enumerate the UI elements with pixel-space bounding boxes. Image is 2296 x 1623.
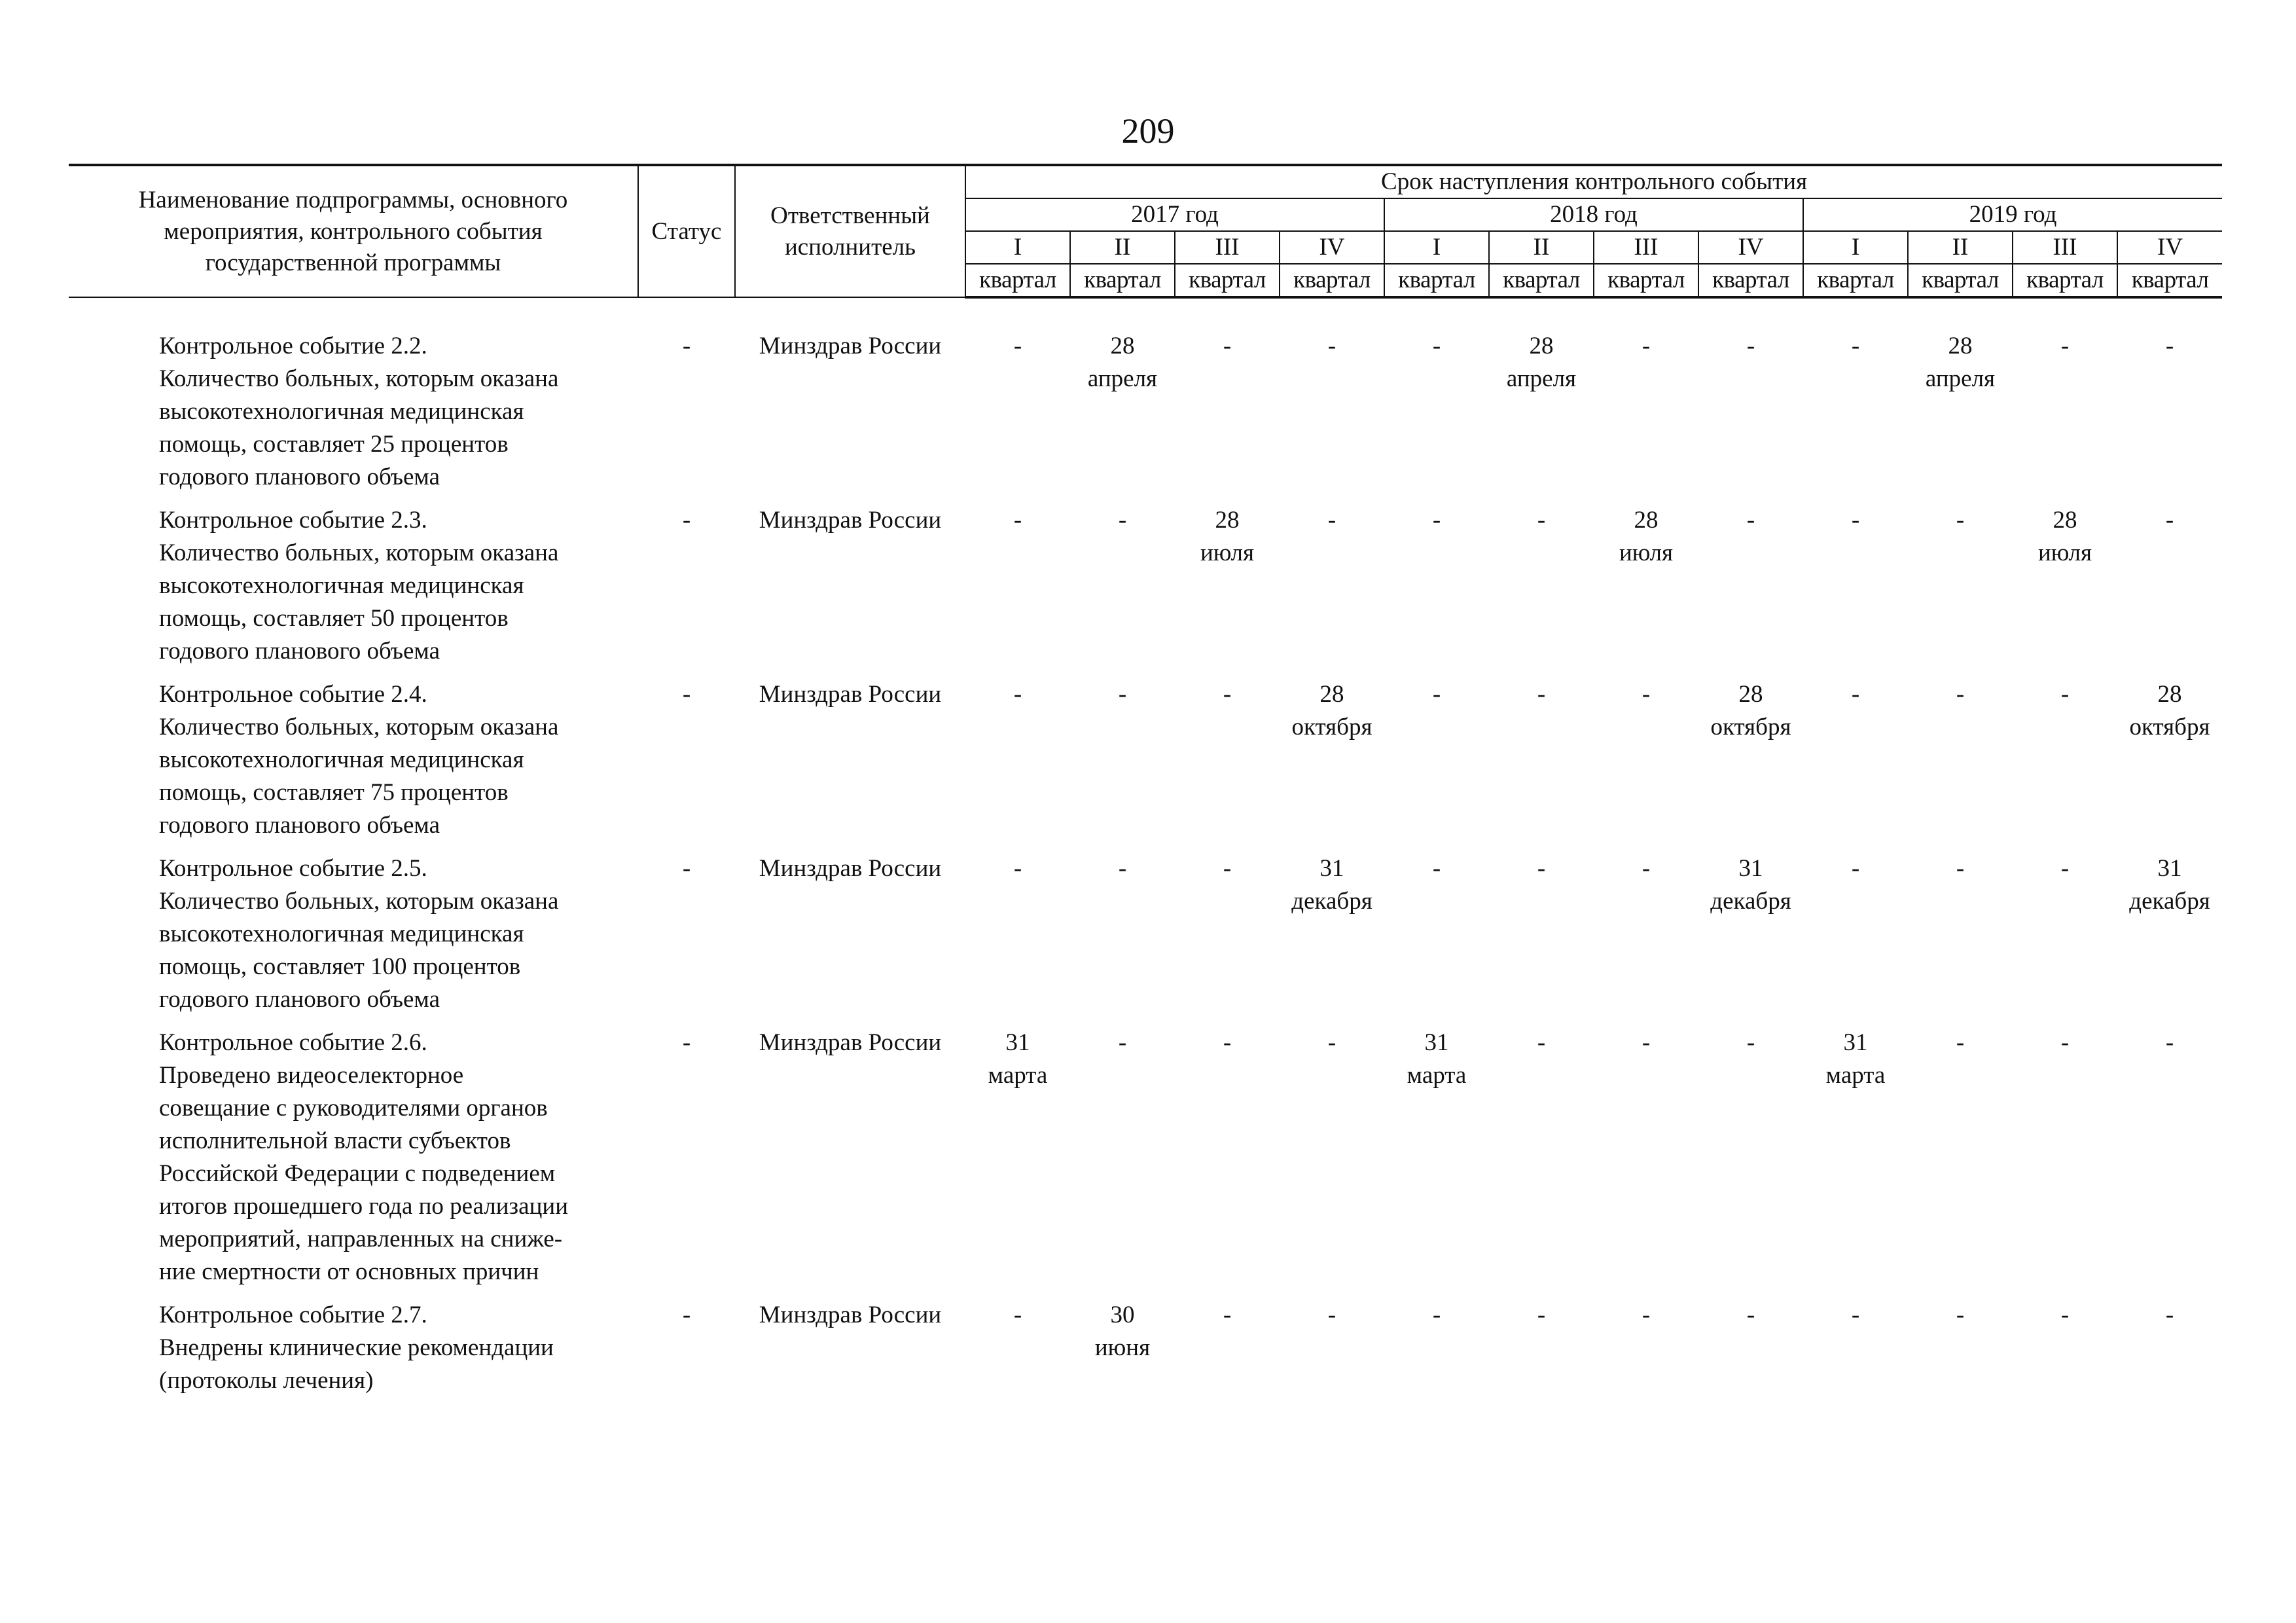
header-year-2018: 2018 год (1384, 198, 1803, 231)
header-quarter-label: квартал (2013, 264, 2117, 297)
deadline-cell (2013, 330, 2117, 504)
deadline-day: 28 (1319, 681, 1344, 708)
deadline-cell (1908, 1027, 2013, 1299)
table-row (69, 504, 2222, 678)
deadline-day: - (1956, 1029, 1965, 1056)
deadline-day: - (1013, 507, 1022, 534)
event-title: Контрольное событие 2.5. (159, 855, 427, 882)
deadline-cell (1803, 1299, 1908, 1408)
deadline-cell (1175, 1027, 1280, 1299)
header-quarter-numeral: I (965, 231, 1070, 264)
executor-cell: Минздрав России (759, 507, 942, 534)
deadline-cell (2117, 330, 2222, 504)
deadline-day: 28 (1738, 681, 1763, 708)
deadline-day: 28 (2157, 681, 2182, 708)
deadline-day: - (1641, 1302, 1651, 1328)
deadline-month: октября (2129, 714, 2210, 740)
event-name-cell (69, 504, 638, 678)
deadline-day: - (1641, 333, 1651, 359)
deadline-month: марта (988, 1062, 1048, 1089)
deadline-cell (1070, 852, 1175, 1027)
event-title: Контрольное событие 2.4. (159, 681, 427, 708)
deadline-cell (1175, 852, 1280, 1027)
header-executor-column: Ответственный исполнитель (735, 166, 965, 297)
deadline-cell (965, 330, 1070, 504)
deadline-day: - (1118, 507, 1127, 534)
header-year-2017: 2017 год (965, 198, 1384, 231)
deadline-cell (1384, 330, 1489, 504)
deadline-cell (1803, 330, 1908, 504)
deadline-day: - (2060, 333, 2070, 359)
deadline-day: - (1013, 1302, 1022, 1328)
deadline-cell (1280, 678, 1384, 852)
event-name-cell (69, 852, 638, 1027)
deadline-day: - (1851, 333, 1860, 359)
deadline-cell (1175, 330, 1280, 504)
executor-cell: Минздрав России (759, 855, 942, 882)
deadline-day: - (1013, 333, 1022, 359)
deadline-day: - (1327, 507, 1336, 534)
deadline-day: - (1118, 855, 1127, 882)
deadline-day: - (2165, 507, 2174, 534)
deadline-cell (965, 678, 1070, 852)
deadline-month: декабря (2129, 888, 2210, 915)
deadline-day: - (1432, 507, 1441, 534)
deadline-day: - (2060, 681, 2070, 708)
deadline-day: - (1118, 1029, 1127, 1056)
deadline-cell (1698, 852, 1803, 1027)
header-quarter-numeral: III (1175, 231, 1280, 264)
deadline-cell (1908, 1299, 2013, 1408)
deadline-day: - (1223, 681, 1232, 708)
deadline-day: - (1537, 507, 1546, 534)
table-body (69, 330, 2222, 1408)
deadline-cell (1280, 330, 1384, 504)
header-quarter-numeral: IV (1698, 231, 1803, 264)
header-quarter-label: квартал (1384, 264, 1489, 297)
event-name-cell (69, 1299, 638, 1408)
deadline-month: марта (1825, 1062, 1886, 1089)
deadline-day: - (1013, 855, 1022, 882)
deadline-day: - (1851, 507, 1860, 534)
deadline-day: - (1118, 681, 1127, 708)
deadline-month: октября (1710, 714, 1791, 740)
event-description: Проведено видеоселекторное совещание с руководителями органов исполнительной власти субъектов Российской Федерации с подведением итогов прошедшего года по реализации мероприятий, направленных на сниже- ние смертности от основных причин (159, 1062, 568, 1285)
status-cell: - (682, 855, 691, 882)
deadline-cell (1175, 504, 1280, 678)
deadline-day: - (1851, 1302, 1860, 1328)
deadline-day: 31 (1424, 1029, 1449, 1056)
deadline-day: - (1223, 333, 1232, 359)
event-description: Внедрены клинические рекомендации (протоколы лечения) (159, 1334, 554, 1394)
deadline-cell (1908, 852, 2013, 1027)
deadline-day: - (1746, 1029, 1755, 1056)
deadline-month: июля (1619, 539, 1673, 566)
deadline-cell (1803, 1027, 1908, 1299)
deadline-month: июня (1094, 1334, 1151, 1361)
header-quarter-numeral: III (1594, 231, 1698, 264)
deadline-cell (1070, 504, 1175, 678)
header-quarter-label: квартал (1070, 264, 1175, 297)
deadline-day: - (1327, 1302, 1336, 1328)
deadline-day: - (1432, 681, 1441, 708)
header-quarter-numeral: III (2013, 231, 2117, 264)
executor-cell: Минздрав России (759, 1302, 942, 1328)
deadline-day: - (1956, 855, 1965, 882)
table-row (69, 852, 2222, 1027)
deadline-day: - (1223, 1029, 1232, 1056)
deadline-day: - (1327, 1029, 1336, 1056)
table-row (69, 1027, 2222, 1299)
deadline-cell (965, 1299, 1070, 1408)
event-title: Контрольное событие 2.6. (159, 1029, 427, 1056)
deadline-cell (1594, 852, 1698, 1027)
deadline-cell (1803, 852, 1908, 1027)
header-deadline-group: Срок наступления контрольного события (965, 166, 2222, 198)
status-cell: - (682, 681, 691, 708)
deadline-cell (1489, 678, 1594, 852)
deadline-day: - (1746, 333, 1755, 359)
deadline-day: 28 (1529, 333, 1554, 359)
deadline-cell (2117, 1299, 2222, 1408)
deadline-day: - (1537, 1029, 1546, 1056)
deadline-cell (1384, 504, 1489, 678)
deadline-day: 28 (1215, 507, 1240, 534)
deadline-month: октября (1291, 714, 1372, 740)
deadline-cell (2013, 852, 2117, 1027)
table-row (69, 330, 2222, 504)
executor-cell: Минздрав России (759, 333, 942, 359)
deadline-cell (1070, 1027, 1175, 1299)
deadline-cell (1280, 504, 1384, 678)
deadline-day: - (1013, 681, 1022, 708)
deadline-month: апреля (1925, 365, 1996, 392)
deadline-cell (1698, 678, 1803, 852)
deadline-cell (1489, 1027, 1594, 1299)
deadline-cell (2117, 504, 2222, 678)
deadline-cell (1175, 1299, 1280, 1408)
deadline-cell (1908, 330, 2013, 504)
deadline-day: - (1223, 1302, 1232, 1328)
table-row (69, 1299, 2222, 1408)
deadline-day: - (2060, 1302, 2070, 1328)
deadline-day: - (1641, 681, 1651, 708)
deadline-day: - (1746, 1302, 1755, 1328)
table-header (69, 166, 2222, 299)
deadline-cell (2117, 678, 2222, 852)
deadline-cell (1698, 1027, 1803, 1299)
deadline-month: июля (1200, 539, 1254, 566)
header-quarter-label: квартал (1908, 264, 2013, 297)
header-quarter-numeral: IV (2117, 231, 2222, 264)
deadline-cell (1908, 504, 2013, 678)
deadline-day: - (1432, 1302, 1441, 1328)
deadline-cell (1698, 330, 1803, 504)
deadline-cell (1594, 330, 1698, 504)
deadline-cell (1594, 1299, 1698, 1408)
header-quarter-label: квартал (1489, 264, 1594, 297)
deadline-cell (1803, 504, 1908, 678)
header-quarter-numeral: IV (1280, 231, 1384, 264)
executor-cell: Минздрав России (759, 1029, 942, 1056)
deadline-cell (1698, 1299, 1803, 1408)
deadline-cell (2013, 1299, 2117, 1408)
deadline-month: апреля (1506, 365, 1577, 392)
deadline-day: 28 (2053, 507, 2077, 534)
deadline-cell (2117, 852, 2222, 1027)
deadline-day: 31 (1005, 1029, 1030, 1056)
deadline-day: 31 (1843, 1029, 1868, 1056)
deadline-day: - (1537, 681, 1546, 708)
table-row (69, 678, 2222, 852)
event-description: Количество больных, которым оказана высокотехнологичная медицинская помощь, составляет 100 процентов годового планового объема (159, 888, 559, 1013)
header-quarter-numeral: I (1803, 231, 1908, 264)
status-cell: - (682, 1029, 691, 1056)
deadline-cell (2013, 1027, 2117, 1299)
deadline-day: - (1851, 681, 1860, 708)
deadline-cell (1070, 1299, 1175, 1408)
deadline-cell (1280, 1027, 1384, 1299)
deadline-cell (1594, 1027, 1698, 1299)
event-title: Контрольное событие 2.3. (159, 507, 427, 534)
deadline-day: - (1956, 1302, 1965, 1328)
event-name-cell (69, 678, 638, 852)
deadline-cell (1384, 1027, 1489, 1299)
deadline-cell (1489, 852, 1594, 1027)
event-name-cell (69, 1027, 638, 1299)
deadline-day: - (1432, 333, 1441, 359)
deadline-cell (2013, 504, 2117, 678)
deadline-day: 28 (1634, 507, 1659, 534)
deadline-cell (1594, 504, 1698, 678)
header-quarter-label: квартал (2117, 264, 2222, 297)
deadline-cell (1698, 504, 1803, 678)
deadline-day: - (1641, 1029, 1651, 1056)
deadline-day: 31 (1319, 855, 1344, 882)
deadline-day: - (1432, 855, 1441, 882)
deadline-cell (2013, 678, 2117, 852)
deadline-day: - (2060, 1029, 2070, 1056)
deadline-day: 30 (1110, 1302, 1135, 1328)
deadline-day: - (1851, 855, 1860, 882)
executor-cell: Минздрав России (759, 681, 942, 708)
deadline-month: апреля (1087, 365, 1158, 392)
header-quarter-label: квартал (1698, 264, 1803, 297)
deadline-month: декабря (1291, 888, 1372, 915)
deadline-day: - (1641, 855, 1651, 882)
deadline-cell (1280, 1299, 1384, 1408)
deadline-day: - (2165, 1029, 2174, 1056)
status-cell: - (682, 333, 691, 359)
event-title: Контрольное событие 2.7. (159, 1302, 427, 1328)
deadline-cell (1489, 1299, 1594, 1408)
deadline-cell (2117, 1027, 2222, 1299)
deadline-cell (1384, 852, 1489, 1027)
header-name-column: Наименование подпрограммы, основного мероприятия, контрольного события государственной программы (69, 166, 638, 297)
deadline-day: - (2165, 1302, 2174, 1328)
event-description: Количество больных, которым оказана высокотехнологичная медицинская помощь, составляет 50 процентов годового планового объема (159, 539, 559, 665)
deadline-day: 28 (1948, 333, 1973, 359)
event-name-cell (69, 330, 638, 504)
header-quarter-label: квартал (1803, 264, 1908, 297)
deadline-cell (1384, 1299, 1489, 1408)
header-quarter-numeral: II (1908, 231, 2013, 264)
deadline-day: 28 (1110, 333, 1135, 359)
deadline-cell (1908, 678, 2013, 852)
page-number: 209 (1121, 111, 1175, 151)
control-events-table (69, 164, 2222, 1408)
deadline-cell (965, 852, 1070, 1027)
header-year-2019: 2019 год (1803, 198, 2222, 231)
header-quarter-numeral: II (1489, 231, 1594, 264)
header-quarter-label: квартал (1594, 264, 1698, 297)
event-title: Контрольное событие 2.2. (159, 333, 427, 359)
deadline-cell (965, 504, 1070, 678)
deadline-day: - (2060, 855, 2070, 882)
deadline-day: - (1223, 855, 1232, 882)
deadline-cell (1803, 678, 1908, 852)
deadline-cell (1489, 504, 1594, 678)
deadline-day: 31 (2157, 855, 2182, 882)
event-description: Количество больных, которым оказана высокотехнологичная медицинская помощь, составляет 75 процентов годового планового объема (159, 714, 559, 839)
deadline-cell (1070, 330, 1175, 504)
deadline-cell (965, 1027, 1070, 1299)
deadline-cell (1280, 852, 1384, 1027)
deadline-cell (1594, 678, 1698, 852)
header-quarter-numeral: I (1384, 231, 1489, 264)
deadline-day: - (1746, 507, 1755, 534)
header-quarter-numeral: II (1070, 231, 1175, 264)
deadline-day: - (1956, 681, 1965, 708)
deadline-day: 31 (1738, 855, 1763, 882)
deadline-cell (1175, 678, 1280, 852)
deadline-cell (1070, 678, 1175, 852)
deadline-day: - (2165, 333, 2174, 359)
header-status-column: Статус (638, 166, 735, 297)
deadline-day: - (1327, 333, 1336, 359)
event-description: Количество больных, которым оказана высокотехнологичная медицинская помощь, составляет 25 процентов годового планового объема (159, 365, 559, 490)
status-cell: - (682, 1302, 691, 1328)
deadline-month: июля (2037, 539, 2092, 566)
deadline-month: марта (1407, 1062, 1467, 1089)
header-quarter-label: квартал (965, 264, 1070, 297)
status-cell: - (682, 507, 691, 534)
deadline-month: декабря (1710, 888, 1791, 915)
deadline-day: - (1956, 507, 1965, 534)
deadline-cell (1384, 678, 1489, 852)
header-quarter-label: квартал (1175, 264, 1280, 297)
deadline-cell (1489, 330, 1594, 504)
deadline-day: - (1537, 855, 1546, 882)
header-quarter-label: квартал (1280, 264, 1384, 297)
deadline-day: - (1537, 1302, 1546, 1328)
